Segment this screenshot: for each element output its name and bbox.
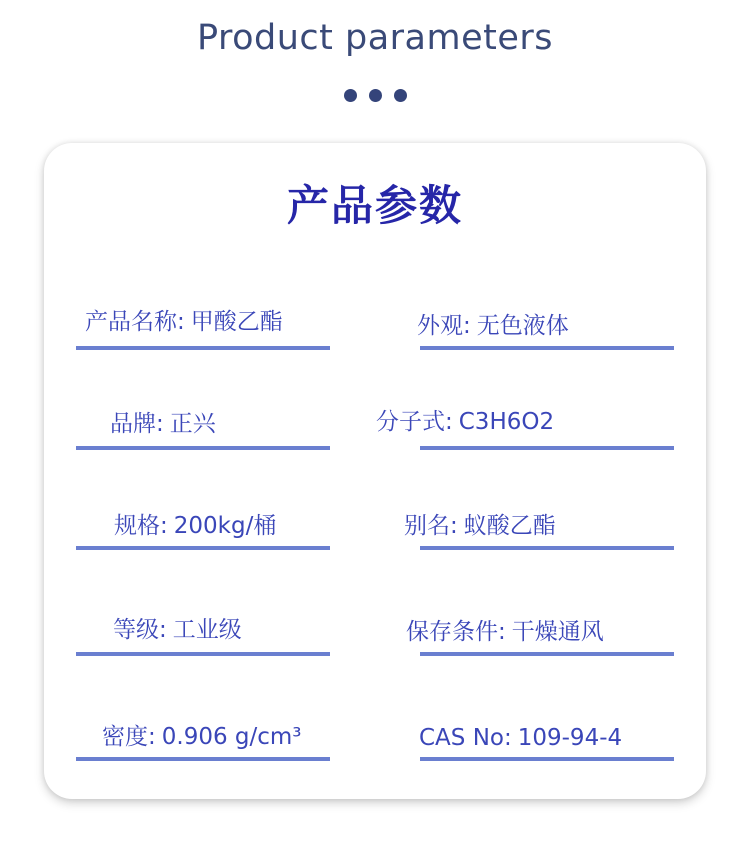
- field-brand: [76, 410, 330, 450]
- parameters-card: [44, 143, 706, 799]
- field-formula: [376, 409, 674, 450]
- dot-icon: [394, 89, 407, 102]
- field-underline: [76, 652, 330, 656]
- field-density: [76, 721, 330, 761]
- field-label: 别名:: [404, 513, 458, 539]
- field-storage: [406, 616, 674, 656]
- field-grade: [76, 616, 330, 656]
- field-underline: [420, 446, 674, 450]
- field-value: 109-94-4: [517, 725, 623, 751]
- field-value: 200kg/桶: [173, 513, 277, 539]
- field-underline: [420, 652, 674, 656]
- field-underline: [76, 546, 330, 550]
- field-label: 分子式:: [376, 409, 453, 435]
- field-cas-number: [420, 721, 674, 761]
- decorative-dots: [0, 89, 750, 102]
- field-underline: [76, 446, 330, 450]
- dot-icon: [344, 89, 357, 102]
- field-label: 保存条件:: [406, 619, 506, 645]
- field-value: 0.906 g/cm³: [161, 724, 302, 750]
- page-heading: Product parameters: [196, 18, 554, 58]
- field-label: 规格:: [114, 513, 168, 539]
- field-value: 正兴: [169, 411, 216, 437]
- field-underline: [420, 346, 674, 350]
- field-value: 甲酸乙酯: [190, 309, 283, 335]
- field-label: 等级:: [113, 617, 167, 643]
- field-value: 蚁酸乙酯: [463, 513, 556, 539]
- field-value: C3H6O2: [458, 409, 555, 435]
- field-label: 密度:: [102, 724, 156, 750]
- field-label: CAS No:: [419, 725, 512, 751]
- field-underline: [420, 546, 674, 550]
- dot-icon: [369, 89, 382, 102]
- field-appearance: [417, 310, 674, 350]
- field-value: 无色液体: [476, 313, 569, 339]
- field-label: 外观:: [417, 313, 471, 339]
- card-title: 产品参数: [286, 181, 463, 230]
- field-alias: [404, 510, 674, 550]
- field-underline: [76, 346, 330, 350]
- field-value: 工业级: [172, 617, 242, 643]
- field-specification: [76, 510, 330, 550]
- field-underline: [420, 757, 674, 761]
- field-value: 干燥通风: [511, 619, 604, 645]
- field-product-name: [76, 310, 330, 350]
- field-underline: [76, 757, 330, 761]
- field-label: 品牌:: [110, 411, 164, 437]
- field-label: 产品名称:: [85, 309, 185, 335]
